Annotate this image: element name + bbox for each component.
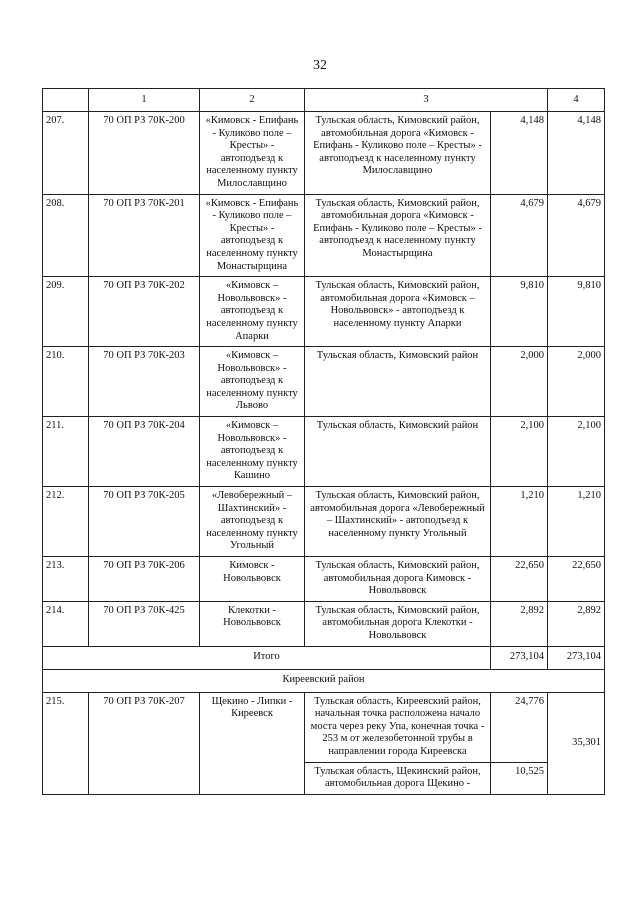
road-length: 4,679 — [491, 194, 548, 277]
row-number: 209. — [43, 277, 89, 347]
roads-table — [42, 88, 605, 795]
road-name: «Кимовск - Епифань - Куликово поле – Кресты» - автоподъезд к населенному пункту Милославщино — [200, 112, 305, 195]
table-row — [43, 277, 605, 347]
road-name: Щекино - Липки - Киреевск — [200, 692, 305, 794]
road-total: 22,650 — [548, 557, 605, 602]
road-code: 70 ОП РЗ 70К-200 — [89, 112, 200, 195]
table-body — [43, 89, 605, 795]
road-code: 70 ОП РЗ 70К-201 — [89, 194, 200, 277]
road-name: «Кимовск – Новольвовск» - автоподъезд к населенному пункту Львово — [200, 347, 305, 417]
road-location: Тульская область, Кимовский район — [305, 347, 491, 417]
road-name: Кимовск - Новольвовск — [200, 557, 305, 602]
road-location: Тульская область, Кимовский район, автомобильная дорога Кимовск - Новольвовск — [305, 557, 491, 602]
header-cell-3: 3 — [305, 89, 548, 112]
road-code: 70 ОП РЗ 70К-425 — [89, 601, 200, 646]
road-location: Тульская область, Кимовский район, автомобильная дорога «Кимовск – Новольвовск» - автоподъезд к населенному пункту Апарки — [305, 277, 491, 347]
road-location: Тульская область, Кимовский район, автомобильная дорога «Левобережный – Шахтинский» - автоподъезд к населенному пункту Угольный — [305, 487, 491, 557]
total-row — [43, 646, 605, 669]
row-number: 207. — [43, 112, 89, 195]
road-length: 10,525 — [491, 762, 548, 794]
road-name: «Кимовск – Новольвовск» - автоподъезд к населенному пункту Апарки — [200, 277, 305, 347]
table-row — [43, 557, 605, 602]
road-location: Тульская область, Кимовский район — [305, 417, 491, 487]
road-length: 2,892 — [491, 601, 548, 646]
table-row — [43, 112, 605, 195]
road-total: 2,000 — [548, 347, 605, 417]
header-cell-2: 2 — [200, 89, 305, 112]
road-total: 35,301 — [548, 692, 605, 794]
road-location: Тульская область, Щекинский район, автомобильная дорога Щекино - — [305, 762, 491, 794]
total-length: 273,104 — [491, 646, 548, 669]
row-number: 208. — [43, 194, 89, 277]
row-number: 210. — [43, 347, 89, 417]
row-number: 212. — [43, 487, 89, 557]
table-row — [43, 417, 605, 487]
row-number: 214. — [43, 601, 89, 646]
road-code: 70 ОП РЗ 70К-204 — [89, 417, 200, 487]
road-name: «Кимовск - Епифань - Куликово поле – Кресты» - автоподъезд к населенному пункту Монастырщина — [200, 194, 305, 277]
road-code: 70 ОП РЗ 70К-207 — [89, 692, 200, 794]
road-name: «Кимовск – Новольвовск» - автоподъезд к населенному пункту Кашино — [200, 417, 305, 487]
road-location: Тульская область, Киреевский район, начальная точка расположена начало моста через реку Упа, конечная точка - 253 м от железобетонной трубы в направлении города Киреевска — [305, 692, 491, 762]
road-total: 1,210 — [548, 487, 605, 557]
road-location: Тульская область, Кимовский район, автомобильная дорога Клекотки - Новольвовск — [305, 601, 491, 646]
table-row — [43, 692, 605, 762]
header-cell-1: 1 — [89, 89, 200, 112]
page-number: 32 — [313, 58, 327, 73]
road-total: 2,892 — [548, 601, 605, 646]
section-row — [43, 669, 605, 692]
road-code: 70 ОП РЗ 70К-205 — [89, 487, 200, 557]
table-row — [43, 601, 605, 646]
header-cell — [43, 89, 89, 112]
road-length: 2,100 — [491, 417, 548, 487]
total-label: Итого — [43, 646, 491, 669]
road-location: Тульская область, Кимовский район, автомобильная дорога «Кимовск - Епифань - Куликово поле – Кресты» - автоподъезд к населенному пункту Монастырщина — [305, 194, 491, 277]
row-number: 211. — [43, 417, 89, 487]
section-title: Киреевский район — [43, 669, 605, 692]
row-number: 215. — [43, 692, 89, 794]
road-name: Клекотки - Новольвовск — [200, 601, 305, 646]
road-location: Тульская область, Кимовский район, автомобильная дорога «Кимовск - Епифань - Куликово поле – Кресты» - автоподъезд к населенному пункту Милославщино — [305, 112, 491, 195]
road-total: 4,679 — [548, 194, 605, 277]
road-name: «Левобережный – Шахтинский» - автоподъезд к населенному пункту Угольный — [200, 487, 305, 557]
road-length: 9,810 — [491, 277, 548, 347]
road-total: 4,148 — [548, 112, 605, 195]
road-length: 22,650 — [491, 557, 548, 602]
road-code: 70 ОП РЗ 70К-203 — [89, 347, 200, 417]
road-code: 70 ОП РЗ 70К-202 — [89, 277, 200, 347]
header-row — [43, 89, 605, 112]
road-total: 9,810 — [548, 277, 605, 347]
road-length: 1,210 — [491, 487, 548, 557]
road-length: 4,148 — [491, 112, 548, 195]
total-sum: 273,104 — [548, 646, 605, 669]
table-row — [43, 347, 605, 417]
road-total: 2,100 — [548, 417, 605, 487]
road-code: 70 ОП РЗ 70К-206 — [89, 557, 200, 602]
road-length: 2,000 — [491, 347, 548, 417]
table-row — [43, 194, 605, 277]
header-cell-4: 4 — [548, 89, 605, 112]
table-row — [43, 487, 605, 557]
road-length: 24,776 — [491, 692, 548, 762]
row-number: 213. — [43, 557, 89, 602]
